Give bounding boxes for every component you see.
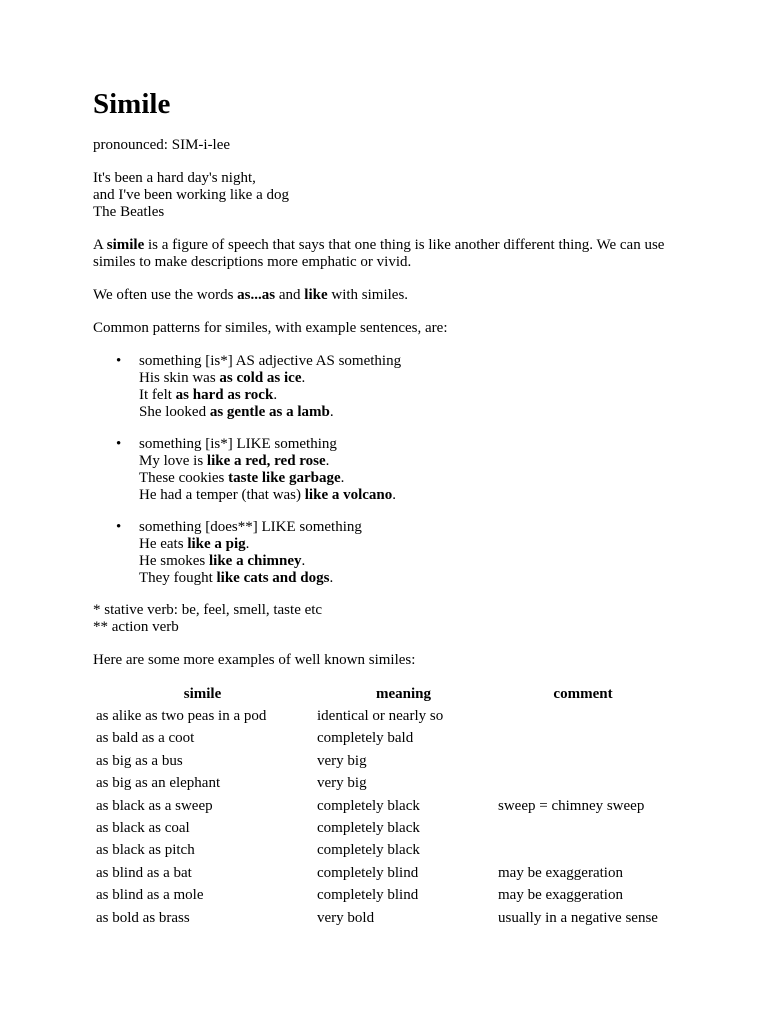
example-text-post: . [340, 470, 345, 486]
table-row [92, 842, 672, 864]
table-cell-simile: as black as a sweep [96, 797, 213, 814]
table-row [92, 910, 672, 932]
table-row [92, 753, 672, 775]
example-text-pre: He had a temper (that was) [139, 487, 305, 503]
definition-paragraph [93, 237, 683, 271]
similes-table [92, 686, 672, 932]
example-text-pre: It felt [139, 387, 176, 403]
example-text-post: . [301, 553, 306, 569]
example-sentence [139, 470, 683, 487]
example-simile: like a red, red rose [206, 453, 326, 469]
example-simile: like cats and dogs [216, 570, 330, 586]
example-text-post: . [329, 570, 334, 586]
table-cell-simile: as alike as two peas in a pod [96, 708, 267, 724]
table-header-meaning: meaning [375, 686, 431, 702]
example-text-pre: He smokes [139, 553, 209, 569]
patterns-list [93, 353, 683, 587]
quote-line-1: It's been a hard day's night, [93, 170, 256, 186]
pattern-text: something [does**] LIKE something [139, 519, 362, 535]
table-header-comment: comment [553, 686, 613, 702]
bullet-icon: • [116, 353, 122, 369]
example-sentence [139, 487, 683, 504]
words-text-post: with similes. [327, 287, 409, 303]
table-cell-simile: as blind as a bat [96, 864, 192, 881]
table-row [92, 708, 672, 730]
table-row [92, 798, 672, 820]
example-simile: as gentle as a lamb [209, 404, 330, 420]
notes-block [93, 602, 683, 636]
quote-line-2: and I've been working like a dog [93, 187, 289, 203]
table-cell-meaning: completely black [317, 819, 420, 836]
example-sentence [139, 387, 683, 404]
words-paragraph [93, 287, 683, 304]
table-cell-simile: as bold as brass [96, 909, 190, 926]
table-row [92, 775, 672, 797]
document-content [93, 86, 683, 932]
more-examples-intro: Here are some more examples of well known similes: [93, 652, 416, 668]
table-cell-meaning: identical or nearly so [317, 708, 444, 724]
example-text-pre: These cookies [139, 470, 229, 486]
bullet-icon: • [116, 436, 122, 452]
pattern-item [93, 436, 683, 504]
example-text-post: . [325, 453, 330, 469]
words-text-pre: We often use the words [93, 287, 238, 303]
example-text-pre: She looked [139, 404, 210, 420]
note-action: ** action verb [93, 619, 179, 635]
example-text-post: . [245, 536, 250, 552]
example-text-post: . [301, 370, 306, 386]
words-text-mid: and [275, 287, 305, 303]
words-bold-asas: as...as [237, 287, 276, 303]
table-cell-meaning: very bold [317, 909, 375, 926]
table-cell-comment: sweep = chimney sweep [498, 797, 645, 814]
table-row [92, 865, 672, 887]
example-text-pre: His skin was [139, 370, 220, 386]
table-cell-simile: as blind as a mole [96, 887, 204, 904]
words-bold-like: like [304, 287, 328, 303]
table-cell-meaning: completely blind [317, 887, 419, 904]
table-body [92, 708, 672, 932]
example-simile: like a volcano [304, 487, 393, 503]
bullet-icon: • [116, 519, 122, 535]
pattern-text: something [is*] AS adjective AS something [139, 353, 402, 369]
table-row [92, 820, 672, 842]
example-simile: taste like garbage [228, 470, 341, 486]
quote-author: The Beatles [93, 204, 165, 220]
table-cell-simile: as big as an elephant [96, 775, 221, 792]
table-cell-comment [494, 775, 672, 797]
table-row [92, 730, 672, 752]
table-cell-simile: as black as coal [96, 819, 190, 836]
table-cell-comment: usually in a negative sense [498, 909, 658, 926]
example-sentence [139, 453, 683, 470]
page-title: Simile [93, 88, 171, 120]
example-sentence [139, 536, 683, 553]
table-cell-simile: as bald as a coot [96, 730, 195, 747]
example-sentence [139, 553, 683, 570]
example-simile: like a pig [187, 536, 246, 552]
pronunciation: pronounced: SIM-i-lee [93, 137, 231, 153]
table-cell-meaning: very big [317, 752, 367, 769]
pattern-text: something [is*] LIKE something [139, 436, 337, 452]
table-cell-comment [494, 842, 672, 864]
patterns-intro: Common patterns for similes, with example sentences, are: [93, 320, 448, 336]
table-header-row [92, 686, 672, 708]
example-simile: as hard as rock [175, 387, 274, 403]
table-cell-simile: as big as a bus [96, 752, 183, 769]
table-cell-simile: as black as pitch [96, 842, 195, 859]
example-sentence [139, 370, 683, 387]
table-cell-meaning: completely black [317, 797, 420, 814]
example-sentence [139, 570, 683, 587]
table-cell-comment [494, 753, 672, 775]
example-simile: as cold as ice [219, 370, 302, 386]
example-text-post: . [329, 404, 334, 420]
table-cell-meaning: very big [317, 775, 367, 792]
table-cell-comment [494, 730, 672, 752]
table-cell-comment: may be exaggeration [498, 887, 623, 904]
definition-term: simile [106, 237, 145, 253]
pattern-item [93, 519, 683, 587]
table-cell-meaning: completely bald [317, 730, 414, 747]
example-text-pre: They fought [139, 570, 217, 586]
example-text-post: . [392, 487, 397, 503]
example-text-pre: My love is [139, 453, 207, 469]
table-cell-comment: may be exaggeration [498, 864, 623, 881]
table-header-simile: simile [183, 686, 222, 702]
example-text-post: . [273, 387, 278, 403]
pattern-item [93, 353, 683, 421]
definition-text-post: is a figure of speech that says that one thing is like another different thing. We can use similes to make descriptions more emphatic or vivid. [93, 237, 665, 270]
table-row [92, 887, 672, 909]
quote-block [93, 170, 683, 221]
table-cell-meaning: completely blind [317, 864, 419, 881]
example-text-pre: He eats [139, 536, 188, 552]
table-cell-comment [494, 820, 672, 842]
table-cell-comment [494, 708, 672, 730]
note-stative: * stative verb: be, feel, smell, taste etc [93, 602, 323, 618]
table-cell-meaning: completely black [317, 842, 420, 859]
example-sentence [139, 404, 683, 421]
definition-text-pre: A [93, 237, 107, 253]
example-simile: like a chimney [209, 553, 302, 569]
